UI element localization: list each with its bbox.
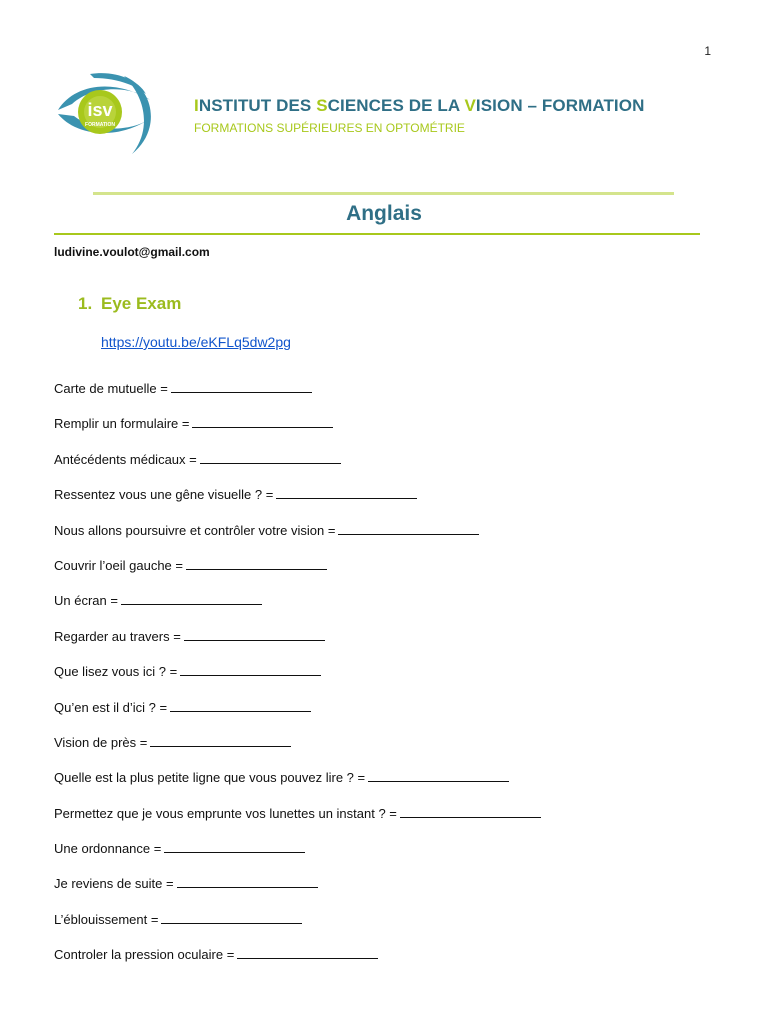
answer-blank[interactable]: [192, 416, 333, 428]
institute-title-part: I: [194, 96, 199, 115]
vocab-item: [54, 805, 541, 840]
vocab-item: [54, 663, 541, 698]
vocab-item: [54, 875, 541, 910]
vocab-prompt: Permettez que je vous emprunte vos lunettes un instant ? =: [54, 805, 397, 821]
vocab-prompt: Qu’en est il d’ici ? =: [54, 699, 168, 715]
video-link[interactable]: https://youtu.be/eKFLq5dw2pg: [101, 334, 291, 350]
document-title: Anglais: [346, 202, 422, 225]
vocab-item: [54, 840, 541, 875]
vocab-prompt: Controler la pression oculaire =: [54, 947, 235, 963]
svg-text:isv: isv: [87, 100, 113, 120]
vocab-prompt: Une ordonnance =: [54, 841, 162, 857]
vocab-item: [54, 522, 541, 557]
vocab-item: [54, 557, 541, 592]
section-number: 1.: [78, 294, 93, 313]
vocab-prompt: Carte de mutuelle =: [54, 381, 168, 396]
vocab-prompt: Je reviens de suite =: [54, 876, 174, 892]
answer-blank[interactable]: [150, 735, 291, 747]
answer-blank[interactable]: [368, 770, 509, 782]
vocab-prompt: Quelle est la plus petite ligne que vous pouvez lire ? =: [54, 770, 366, 786]
answer-blank[interactable]: [161, 912, 302, 924]
vocab-prompt: Couvrir l’oeil gauche =: [54, 557, 183, 573]
vocab-item: [54, 592, 541, 627]
answer-blank[interactable]: [121, 593, 262, 605]
isv-logo: [54, 70, 158, 158]
institute-title: [194, 96, 644, 116]
answer-blank[interactable]: [170, 700, 311, 712]
section-heading: [78, 294, 181, 314]
answer-blank[interactable]: [338, 523, 479, 535]
answer-blank[interactable]: [400, 806, 541, 818]
vocab-prompt: Remplir un formulaire =: [54, 416, 190, 432]
institute-title-part: S: [316, 96, 328, 115]
institute-title-part: NSTITUT DES: [198, 96, 317, 115]
answer-blank[interactable]: [184, 629, 325, 641]
vocab-item: [54, 451, 541, 486]
vocab-prompt: Que lisez vous ici ? =: [54, 664, 178, 680]
vocab-item: [54, 486, 541, 521]
institute-title-part: V: [464, 96, 476, 115]
answer-blank[interactable]: [200, 452, 341, 464]
answer-blank[interactable]: [237, 947, 378, 959]
section-title: Eye Exam: [101, 294, 182, 313]
vocab-prompt: Un écran =: [54, 593, 118, 609]
vocab-item: [54, 734, 541, 769]
institute-title-part: ISION – FORMATION: [475, 96, 645, 115]
vocab-prompt: Antécédents médicaux =: [54, 451, 197, 467]
answer-blank[interactable]: [186, 558, 327, 570]
vocab-item: [54, 699, 541, 734]
vocab-item: [54, 946, 541, 981]
vocab-prompt: L’éblouissement =: [54, 911, 159, 927]
svg-text:FORMATION: FORMATION: [85, 122, 115, 128]
answer-blank[interactable]: [276, 487, 417, 499]
answer-blank[interactable]: [171, 381, 312, 393]
vocab-prompt: Ressentez vous une gêne visuelle ? =: [54, 487, 274, 503]
institute-subtitle: FORMATIONS SUPÉRIEURES EN OPTOMÉTRIE: [194, 121, 465, 135]
vocab-prompt: Nous allons poursuivre et contrôler votre vision =: [54, 522, 336, 538]
vocab-item: [54, 415, 541, 450]
vocab-item: [54, 628, 541, 663]
contact-email: ludivine.voulot@gmail.com: [54, 245, 210, 259]
vocab-prompt: Vision de près =: [54, 734, 148, 750]
vocab-item: [54, 769, 541, 804]
answer-blank[interactable]: [177, 876, 318, 888]
vocabulary-list: [54, 380, 541, 982]
institute-title-part: CIENCES DE LA: [327, 96, 465, 115]
answer-blank[interactable]: [164, 841, 305, 853]
answer-blank[interactable]: [180, 664, 321, 676]
vocab-item: [54, 911, 541, 946]
title-rule-bottom: [54, 233, 700, 235]
page-number: 1: [704, 44, 711, 58]
vocab-item: [54, 380, 541, 415]
vocab-prompt: Regarder au travers =: [54, 628, 181, 644]
title-rule-top: [93, 192, 674, 195]
